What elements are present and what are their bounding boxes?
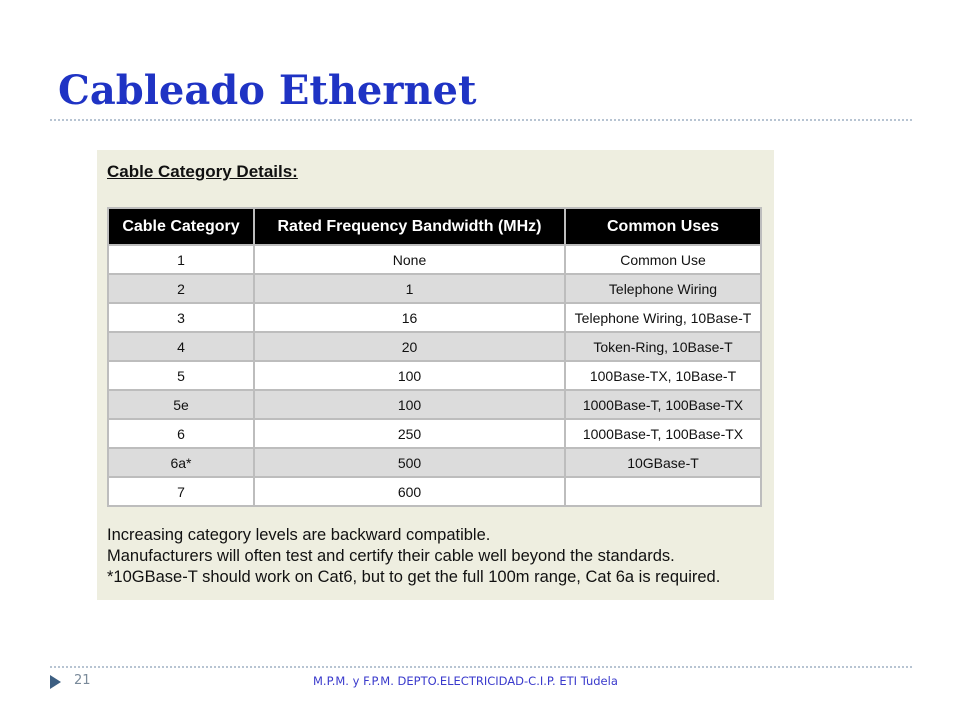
cell-uses: 1000Base-T, 100Base-TX: [565, 390, 761, 419]
cell-category: 4: [108, 332, 254, 361]
cell-category: 3: [108, 303, 254, 332]
column-header-uses: Common Uses: [565, 208, 761, 245]
cell-uses: Common Use: [565, 245, 761, 274]
cell-bandwidth: 20: [254, 332, 565, 361]
cell-bandwidth: 16: [254, 303, 565, 332]
cell-bandwidth: 250: [254, 419, 565, 448]
table-row: [108, 361, 761, 390]
table-row: [108, 274, 761, 303]
cell-uses: Token-Ring, 10Base-T: [565, 332, 761, 361]
cell-bandwidth: 100: [254, 390, 565, 419]
cell-bandwidth: 100: [254, 361, 565, 390]
footer-divider: [50, 666, 912, 668]
bullet-arrow-icon: [50, 675, 61, 689]
panel-heading: Cable Category Details:: [107, 162, 298, 181]
slide-title: Cableado Ethernet: [58, 67, 477, 114]
cell-uses: Telephone Wiring, 10Base-T: [565, 303, 761, 332]
title-divider: [50, 119, 912, 121]
cell-uses: 10GBase-T: [565, 448, 761, 477]
table-row: [108, 390, 761, 419]
table-row: [108, 245, 761, 274]
cell-category: 6a*: [108, 448, 254, 477]
cell-bandwidth: None: [254, 245, 565, 274]
table-row: [108, 332, 761, 361]
cell-category: 1: [108, 245, 254, 274]
note-10gbase-t: *10GBase-T should work on Cat6, but to get the full 100m range, Cat 6a is required.: [107, 568, 721, 586]
table-row: [108, 303, 761, 332]
cell-category: 5e: [108, 390, 254, 419]
table-row: [108, 448, 761, 477]
column-header-bandwidth: Rated Frequency Bandwidth (MHz): [254, 208, 565, 245]
cell-bandwidth: 500: [254, 448, 565, 477]
cable-category-table: [107, 207, 762, 507]
cell-uses: Telephone Wiring: [565, 274, 761, 303]
note-backward-compatible: Increasing category levels are backward compatible.: [107, 526, 491, 544]
cell-category: 7: [108, 477, 254, 506]
table-header-row: [108, 208, 761, 245]
cell-category: 2: [108, 274, 254, 303]
page-number: 21: [74, 673, 91, 688]
cell-category: 6: [108, 419, 254, 448]
cell-bandwidth: 600: [254, 477, 565, 506]
cell-uses: 100Base-TX, 10Base-T: [565, 361, 761, 390]
table-row: [108, 419, 761, 448]
cell-uses: [565, 477, 761, 506]
note-certification: Manufacturers will often test and certify their cable well beyond the standards.: [107, 547, 675, 565]
cell-uses: 1000Base-T, 100Base-TX: [565, 419, 761, 448]
cell-category: 5: [108, 361, 254, 390]
cable-category-panel: [97, 150, 774, 600]
table-notes: [107, 525, 720, 588]
footer-text: M.P.M. y F.P.M. DEPTO.ELECTRICIDAD-C.I.P. ETI Tudela: [313, 674, 618, 688]
cell-bandwidth: 1: [254, 274, 565, 303]
table-row: [108, 477, 761, 506]
column-header-category: Cable Category: [108, 208, 254, 245]
